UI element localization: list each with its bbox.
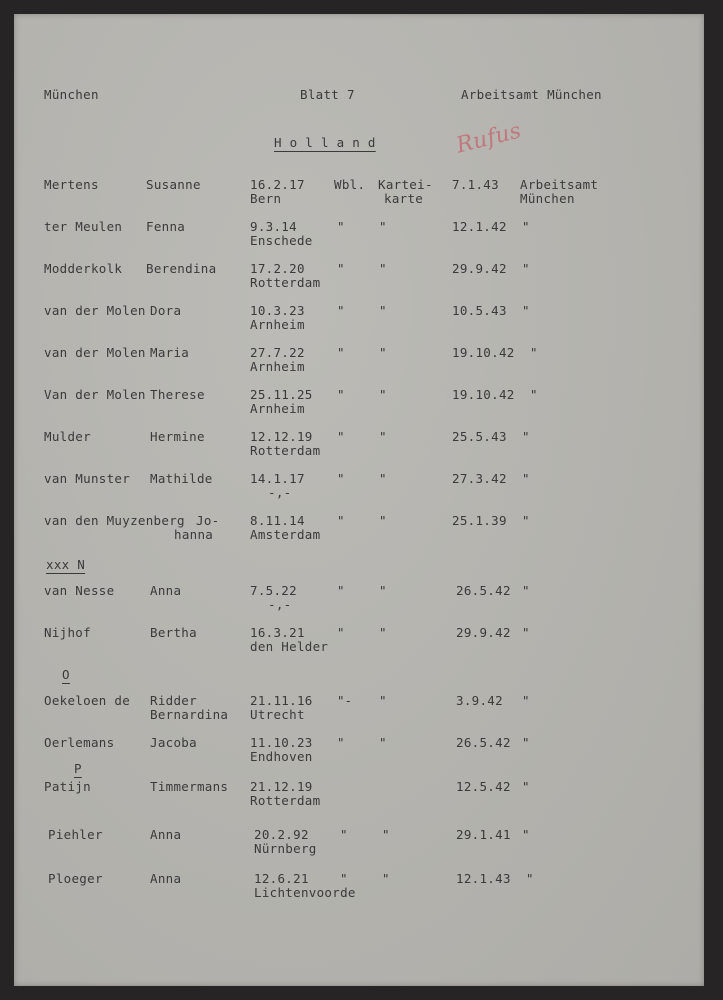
- column-karte: karte: [384, 191, 424, 206]
- entry-given-name: Anna: [150, 871, 182, 886]
- entry-surname: Patijn: [44, 779, 91, 794]
- section-letter-p: P: [74, 761, 82, 776]
- entry-given-name: Ridder: [150, 693, 197, 708]
- entry-birth-place: Lichtenvoorde: [254, 885, 356, 900]
- entry-birth-place: Rotterdam: [250, 793, 321, 808]
- ditto-mark: ": [337, 735, 345, 750]
- ditto-mark: ": [337, 471, 345, 486]
- red-stamp: Rufus: [453, 118, 524, 159]
- entry-date: 29.9.42: [452, 261, 507, 276]
- ditto-mark: ": [522, 583, 530, 598]
- entry-date: 26.5.42: [456, 583, 511, 598]
- entry-birth-date: 16.2.17: [250, 177, 305, 192]
- entry-date: 3.9.42: [456, 693, 503, 708]
- ditto-mark: ": [522, 471, 530, 486]
- entry-surname: Piehler: [48, 827, 103, 842]
- ditto-mark: ": [379, 261, 387, 276]
- document-sheet: [14, 14, 704, 986]
- entry-surname: Oerlemans: [44, 735, 115, 750]
- entry-given-name: Mathilde: [150, 471, 213, 486]
- entry-birth-date: 10.3.23: [250, 303, 305, 318]
- ditto-mark: ": [522, 693, 530, 708]
- ditto-mark: ": [522, 625, 530, 640]
- ditto-mark: ": [337, 513, 345, 528]
- entry-surname: Oekeloen de: [44, 693, 131, 708]
- entry-given-name: Hermine: [150, 429, 205, 444]
- entry-given-name-cont: hanna: [174, 527, 214, 542]
- entry-date: 12.5.42: [456, 779, 511, 794]
- section-letter-n: xxx N: [46, 557, 86, 572]
- entry-date: 19.10.42: [452, 345, 515, 360]
- entry-date: 12.1.43: [456, 871, 511, 886]
- ditto-mark: ": [382, 827, 390, 842]
- entry-surname: van der Molen: [44, 303, 146, 318]
- column-kartei: Kartei-: [378, 177, 433, 192]
- entry-birth-place: -,-: [268, 485, 292, 500]
- entry-birth-date: 27.7.22: [250, 345, 305, 360]
- entry-date: 10.5.43: [452, 303, 507, 318]
- entry-birth-date: 11.10.23: [250, 735, 313, 750]
- ditto-mark: ": [379, 583, 387, 598]
- entry-given-name: Maria: [150, 345, 190, 360]
- ditto-mark: ": [337, 345, 345, 360]
- ditto-mark: ": [379, 303, 387, 318]
- entry-birth-place: Amsterdam: [250, 527, 321, 542]
- entry-given-name: Bertha: [150, 625, 197, 640]
- ditto-mark: ": [526, 871, 534, 886]
- ditto-mark: ": [522, 827, 530, 842]
- entry-date: 25.1.39: [452, 513, 507, 528]
- entry-given-name: Dora: [150, 303, 182, 318]
- ditto-mark: ": [337, 625, 345, 640]
- entry-given-name: Jacoba: [150, 735, 197, 750]
- entry-surname: Mertens: [44, 177, 99, 192]
- entry-birth-place: Rotterdam: [250, 443, 321, 458]
- ditto-mark: ": [522, 513, 530, 528]
- entry-birth-place: Nürnberg: [254, 841, 317, 856]
- page-title: H o l l a n d: [274, 135, 376, 150]
- ditto-mark: ": [337, 429, 345, 444]
- ditto-mark: ": [337, 583, 345, 598]
- ditto-mark: ": [522, 219, 530, 234]
- entry-birth-place: Arnheim: [250, 359, 305, 374]
- entry-birth-date: 7.5.22: [250, 583, 297, 598]
- entry-date: 26.5.42: [456, 735, 511, 750]
- ditto-mark: ": [530, 345, 538, 360]
- entry-birth-date: 16.3.21: [250, 625, 305, 640]
- ditto-mark: ": [382, 871, 390, 886]
- ditto-mark: ": [379, 735, 387, 750]
- entry-date: 19.10.42: [452, 387, 515, 402]
- ditto-mark: ": [379, 693, 387, 708]
- entry-surname: van den Muyzenberg: [44, 513, 185, 528]
- entry-birth-date: 17.2.20: [250, 261, 305, 276]
- entry-given-name: Timmermans: [150, 779, 229, 794]
- entry-given-name: Berendina: [146, 261, 217, 276]
- entry-birth-date: 25.11.25: [250, 387, 313, 402]
- header-sheet-number: Blatt 7: [300, 87, 355, 102]
- ditto-mark: ": [337, 219, 345, 234]
- entry-surname: Van der Molen: [44, 387, 146, 402]
- entry-surname: van Munster: [44, 471, 131, 486]
- ditto-mark: ": [337, 387, 345, 402]
- ditto-mark: ": [522, 429, 530, 444]
- entry-surname: ter Meulen: [44, 219, 123, 234]
- ditto-mark: ": [337, 303, 345, 318]
- entry-surname: Modderkolk: [44, 261, 123, 276]
- entry-birth-date: 20.2.92: [254, 827, 309, 842]
- entry-birth-place: Bern: [250, 191, 282, 206]
- ditto-mark: ": [522, 303, 530, 318]
- entry-given-name-cont: Bernardina: [150, 707, 229, 722]
- entry-birth-place: Arnheim: [250, 317, 305, 332]
- entry-birth-date: 12.12.19: [250, 429, 313, 444]
- entry-birth-place: Arnheim: [250, 401, 305, 416]
- entry-birth-date: 21.12.19: [250, 779, 313, 794]
- ditto-mark: ": [379, 219, 387, 234]
- entry-date: 29.1.41: [456, 827, 511, 842]
- ditto-mark: ": [379, 345, 387, 360]
- ditto-mark: ": [522, 779, 530, 794]
- entry-surname: Mulder: [44, 429, 91, 444]
- entry-date: 7.1.43: [452, 177, 499, 192]
- entry-surname: Ploeger: [48, 871, 103, 886]
- ditto-mark: ": [340, 827, 348, 842]
- entry-birth-date: 21.11.16: [250, 693, 313, 708]
- entry-date: 27.3.42: [452, 471, 507, 486]
- entry-date: 25.5.43: [452, 429, 507, 444]
- column-office: Arbeitsamt: [520, 177, 599, 192]
- ditto-mark: ": [530, 387, 538, 402]
- entry-given-name: Jo-: [196, 513, 220, 528]
- entry-birth-place: Utrecht: [250, 707, 305, 722]
- entry-birth-place: den Helder: [250, 639, 329, 654]
- entry-date: 12.1.42: [452, 219, 507, 234]
- ditto-mark: ": [337, 261, 345, 276]
- column-wbl: Wbl.: [334, 177, 366, 192]
- section-letter-o: O: [62, 667, 70, 682]
- entry-given-name: Therese: [150, 387, 205, 402]
- entry-date: 29.9.42: [456, 625, 511, 640]
- entry-given-name: Susanne: [146, 177, 201, 192]
- entry-surname: van Nesse: [44, 583, 115, 598]
- ditto-mark: ": [522, 735, 530, 750]
- ditto-dash-mark: "-: [337, 693, 353, 708]
- entry-birth-date: 12.6.21: [254, 871, 309, 886]
- column-office-city: München: [520, 191, 575, 206]
- ditto-mark: ": [379, 471, 387, 486]
- entry-birth-date: 14.1.17: [250, 471, 305, 486]
- entry-surname: van der Molen: [44, 345, 146, 360]
- ditto-mark: ": [379, 513, 387, 528]
- entry-birth-date: 8.11.14: [250, 513, 305, 528]
- ditto-mark: ": [379, 429, 387, 444]
- entry-given-name: Fenna: [146, 219, 186, 234]
- header-city: München: [44, 87, 99, 102]
- entry-surname: Nijhof: [44, 625, 91, 640]
- ditto-mark: ": [522, 261, 530, 276]
- entry-birth-place: Endhoven: [250, 749, 313, 764]
- ditto-mark: ": [340, 871, 348, 886]
- entry-given-name: Anna: [150, 827, 182, 842]
- ditto-mark: ": [379, 625, 387, 640]
- entry-birth-date: 9.3.14: [250, 219, 297, 234]
- ditto-mark: ": [379, 387, 387, 402]
- entry-birth-place: Enschede: [250, 233, 313, 248]
- entry-given-name: Anna: [150, 583, 182, 598]
- entry-birth-place: -,-: [268, 597, 292, 612]
- header-office: Arbeitsamt München: [461, 87, 602, 102]
- entry-birth-place: Rotterdam: [250, 275, 321, 290]
